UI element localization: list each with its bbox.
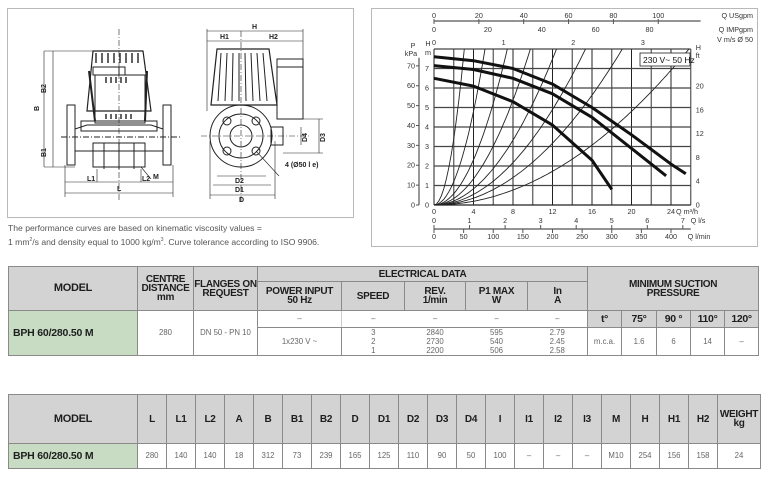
col-header-i: I [486,395,515,444]
dim-cell-d4: 50 [457,444,486,469]
group-header-electrical-data: ELECTRICAL DATA [258,267,588,282]
impgpm-tick-label: 60 [591,25,600,34]
ls-tick-label: 4 [574,216,579,225]
y-axis-label-m: m [425,48,431,57]
col-header-in: In A [528,282,588,311]
col-header-h2: H2 [689,395,718,444]
usgpm-tick-label: 20 [474,11,483,20]
col-header-l1: L1 [167,395,196,444]
ft-tick-label: 8 [695,152,700,162]
model-cell: BPH 60/280.50 M [9,311,138,356]
col-header-d1: D1 [370,395,399,444]
ft-tick-label: 12 [695,129,704,139]
kpa-tick-label: 30 [407,140,415,150]
y-tick-label: 5 [425,103,429,112]
col-header-b: B [254,395,283,444]
ft-axis-label-unit: ft [695,51,700,60]
impgpm-tick-label: 0 [432,25,436,34]
pump-curve-speed-1 [434,78,612,189]
velocity-axis-label: V m/s Ø 50 [717,35,753,44]
side-view [34,29,181,201]
ft-axis-label-h: H [695,43,701,52]
col-header-a: A [225,395,254,444]
col-header-power-input: POWER INPUT 50 Hz [258,282,342,311]
pump-dimension-drawing [8,9,353,217]
col-header-i2: I2 [544,395,573,444]
velocity-tick-label: 3 [640,38,645,47]
flanges-cell: DN 50 - PN 10 [194,311,258,356]
col-header-model: MODEL [9,267,138,311]
y-tick-label: 4 [425,122,429,132]
col-header-b1: B1 [283,395,312,444]
suction-120-cell: – [725,328,759,356]
col-header-model: MODEL [9,395,138,444]
col-header-i3: I3 [573,395,602,444]
in-dash-cell: – [528,311,588,328]
dim-label-b2: B2 [41,84,48,93]
usgpm-tick-label: 0 [432,11,436,20]
col-header-75: 75° [622,311,657,328]
dim-cell-l: 280 [138,444,167,469]
dim-label-d: D [239,197,245,204]
ls-tick-label: 6 [645,216,650,225]
x-tick-label: 24 [667,207,675,216]
dim-cell-l2: 140 [196,444,225,469]
usgpm-tick-label: 40 [519,11,528,20]
kpa-axis-label-p: P [410,41,416,50]
pump-curve-speed-3 [434,57,686,174]
weight-cell: 24 [718,444,761,469]
x-tick-label: 12 [548,207,557,216]
y-tick-label: 3 [425,142,429,151]
p1-max-cell: 595 540 506 [466,328,528,356]
kpa-tick-label: 10 [407,180,415,190]
dim-label-d1: D1 [235,187,244,194]
usgpm-tick-label: 60 [564,11,573,20]
dim-cell-a: 18 [225,444,254,469]
p1-dash-cell: – [466,311,528,328]
dim-cell-i: 100 [486,444,515,469]
ft-tick-label: 0 [695,200,700,210]
dim-label-d2: D2 [235,178,244,185]
lmin-tick-label: 350 [635,232,648,241]
col-header-m: M [602,395,631,444]
dim-label-h2: H2 [269,34,278,41]
y-tick-label: 1 [425,181,429,190]
ls-tick-label: 3 [538,216,543,225]
in-cell: 2.79 2.45 2.58 [528,328,588,356]
y-tick-label: 7 [425,64,429,73]
rev-dash-cell: – [405,311,466,328]
velocity-tick-label: 0 [432,38,436,47]
electrical-data-table [8,266,759,356]
dim-label-h: H [252,24,258,31]
ls-tick-label: 0 [432,216,436,225]
col-header-temp-unit: t° [588,311,622,328]
y-tick-label: 2 [425,161,429,171]
col-header-120: 120° [725,311,759,328]
suction-110-cell: 14 [691,328,725,356]
col-header-90: 90 ° [657,311,691,328]
dim-cell-i3: – [573,444,602,469]
dim-cell-l1: 140 [167,444,196,469]
lmin-axis-label: Q l/min [687,232,711,241]
ls-tick-label: 2 [503,216,508,225]
dim-label-b: B [34,105,41,111]
kpa-axis-label-unit: kPa [404,49,418,58]
ls-tick-label: 5 [609,216,614,225]
front-view [201,24,327,204]
dim-cell-b: 312 [254,444,283,469]
lmin-tick-label: 250 [576,232,589,241]
dim-cell-d: 165 [341,444,370,469]
y-tick-label: 0 [425,200,429,210]
group-header-min-suction-pressure: MINIMUM SUCTION PRESSURE [588,267,759,311]
impgpm-axis-label: Q IMPgpm [718,25,753,34]
legend-label: 230 V~ 50 Hz [643,55,695,65]
col-header-d: D [341,395,370,444]
velocity-tick-label: 1 [501,38,506,47]
ft-tick-label: 16 [695,105,704,115]
lmin-tick-label: 300 [605,232,618,241]
dim-label-l: L [117,186,122,193]
dim-label-b1: B1 [41,148,48,157]
lmin-tick-label: 100 [487,232,500,241]
col-header-d2: D2 [399,395,428,444]
col-header-110: 110° [691,311,725,328]
x-tick-label: 8 [511,207,515,216]
col-header-l2: L2 [196,395,225,444]
dim-cell-d2: 110 [399,444,428,469]
note-line-2: 1 $mm^2/s$ and density equal to 1000 $kg/m^3$. Curve tolerance according to ISO 9906. [8,236,320,247]
suction-unit-cell: m.c.a. [588,328,622,356]
lmin-tick-label: 200 [546,232,559,241]
kpa-tick-label: 40 [407,120,415,130]
performance-note [8,222,348,248]
ft-tick-label: 4 [695,176,700,186]
note-line-1: The performance curves are based on kinematic viscosity values = [8,223,262,233]
speed-dash-cell: – [342,311,405,328]
col-header-i1: I1 [515,395,544,444]
col-header-flanges: FLANGES ON REQUEST [194,267,258,311]
dim-cell-i1: – [515,444,544,469]
lmin-tick-label: 50 [459,232,468,241]
y-axis-label-h: H [425,39,431,48]
y-tick-label: 6 [425,83,429,93]
speed-cell: 3 2 1 [342,328,405,356]
kpa-tick-label: 50 [407,101,415,111]
col-header-speed: SPEED [342,282,405,311]
dimensions-table [8,394,761,469]
rev-cell: 2840 2730 2200 [405,328,466,356]
dim-label-l1: L1 [87,176,96,183]
dim-cell-i2: – [544,444,573,469]
dim-label-m: M [153,174,159,181]
ls-tick-label: 1 [467,216,472,225]
dim-label-h1: H1 [220,34,229,41]
model-cell: BPH 60/280.50 M [9,444,138,469]
usgpm-tick-label: 80 [609,11,618,20]
performance-chart [372,9,757,246]
dim-label-l2: L2 [142,176,151,183]
col-header-l: L [138,395,167,444]
impgpm-tick-label: 20 [483,25,492,34]
usgpm-tick-label: 100 [652,11,665,20]
kpa-tick-label: 0 [411,200,415,210]
kpa-tick-label: 70 [407,61,415,71]
dim-cell-m: M10 [602,444,631,469]
col-header-h: H [631,395,660,444]
dim-cell-b2: 239 [312,444,341,469]
centre-distance-cell: 280 [138,311,194,356]
impgpm-tick-label: 40 [537,25,546,34]
dim-label-holes: 4 (Ø50 l e) [285,162,319,169]
power-dash-cell: – [258,311,342,328]
col-header-weight: WEIGHT kg [718,395,761,444]
col-header-d3: D3 [428,395,457,444]
ft-tick-label: 20 [695,81,704,91]
dim-cell-b1: 73 [283,444,312,469]
performance-chart-panel [371,8,758,247]
dim-cell-h1: 156 [660,444,689,469]
dim-label-d3: D3 [320,133,327,142]
usgpm-axis-label: Q USgpm [721,11,753,20]
lmin-tick-label: 400 [665,232,677,241]
kpa-tick-label: 20 [407,160,415,170]
col-header-b2: B2 [312,395,341,444]
lmin-tick-label: 0 [432,232,436,241]
dim-label-d4: D4 [302,133,309,142]
dim-cell-h2: 158 [689,444,718,469]
col-header-centre-distance: CENTRE DISTANCE mm [138,267,194,311]
x-tick-label: 16 [588,207,596,216]
ls-tick-label: 7 [680,216,685,225]
col-header-rev: REV. 1/min [405,282,466,311]
impgpm-tick-label: 80 [645,25,654,34]
x-tick-label: 4 [471,207,476,216]
dim-cell-d3: 90 [428,444,457,469]
velocity-tick-label: 2 [571,38,576,47]
x-tick-label: 0 [432,207,436,216]
col-header-d4: D4 [457,395,486,444]
lmin-tick-label: 150 [516,232,529,241]
x-tick-label: 20 [627,207,636,216]
dim-cell-d1: 125 [370,444,399,469]
col-header-h1: H1 [660,395,689,444]
power-input-cell: 1x230 V ~ [258,328,342,356]
suction-75-cell: 1.6 [622,328,657,356]
suction-90-cell: 6 [657,328,691,356]
kpa-tick-label: 60 [407,81,415,91]
dim-cell-h: 254 [631,444,660,469]
ls-axis-label: Q l/s [690,216,706,225]
col-header-p1-max: P1 MAX W [466,282,528,311]
dimension-drawing-panel [7,8,354,218]
x-axis-label: Q m³/h [676,207,698,216]
